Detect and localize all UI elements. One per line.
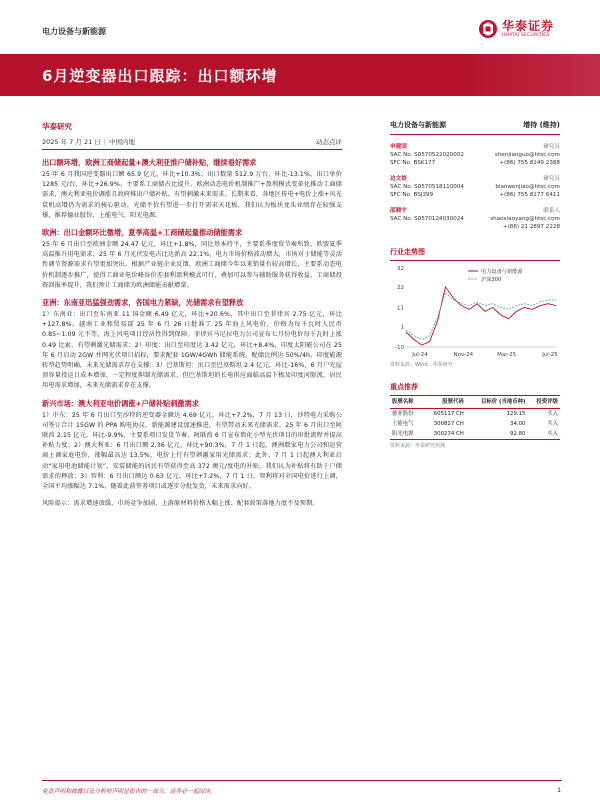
- stock-code: 300274 CH: [433, 430, 464, 437]
- report-type: 动态点评: [316, 138, 342, 146]
- analyst-email[interactable]: shaoxiaoyang@htsc.com: [490, 216, 560, 222]
- risk-paragraph: 风险提示：需求增速放缓、市场竞争加剧、上游原材料价格大幅上涨、配套政策落地力度不及预期。: [42, 500, 319, 508]
- x-tick-label: Nov-24: [453, 352, 474, 358]
- col-header: 股票名称: [392, 399, 414, 405]
- table-row: [390, 408, 560, 419]
- section-paragraph: 25 年 6 月我国逆变器出口额 65.9 亿元，环比+10.3%；出口数量 512.9 万台，环比-13.1%，出口单价 1285 元/台，环比+26.9%。主要系工商储占比提升。欧洲动态电价机制推广+盈利模式变革化推动工商储需求，澳大利亚电价调涨且政府推出户储补贴，有望刺激未来需求。长期来看，各地区传电+电价上涨+风光装机高增仍为需求的核心驱动，光储平价有望进一步打开需求天花板，我们认为板块龙头业绩存在较强支撑，推荐德业股份、上能电气、阳光电源。: [42, 171, 342, 219]
- section-heading: 出口额环增，欧洲工商储起量+澳大利亚推户储补贴，继续看好需求: [42, 158, 257, 167]
- title-band: [0, 54, 600, 96]
- target-price: 34.00: [510, 420, 526, 427]
- stock-rating: 买入: [547, 420, 558, 427]
- section-heading: 亚洲：东南亚迅猛强劲需求，各国电力紧缺，光储需求有望释放: [42, 298, 244, 308]
- analyst-name: 邵晓宇: [390, 208, 407, 214]
- recommend-table: [390, 398, 560, 440]
- page-edge: [0, 0, 6, 800]
- analyst-role: 研究员: [543, 144, 560, 150]
- analyst-block: [390, 175, 560, 199]
- stock-name: 上能电气: [392, 420, 414, 427]
- section-heading: 欧洲：出口金额环比微增，夏季高温+工商储起量推动储能需求: [42, 228, 243, 238]
- analyst-name: 申建国: [390, 144, 407, 150]
- y-tick-label: 22: [397, 284, 404, 291]
- col-header: 股票代码: [442, 399, 464, 405]
- col-header: 投资评级: [536, 399, 558, 405]
- date-region-line: 2025 年 7 月 21 日 | 中国内地: [42, 138, 135, 146]
- report-date: 2025 年 7 月 21 日: [42, 138, 101, 146]
- analyst-phone: +(86) 755 8249 2388: [499, 160, 560, 166]
- x-tick-label: Jul-25: [542, 352, 558, 358]
- section-paragraph: 25 年 6 月出口至欧洲金额 24.47 亿元，环比+1.8%，同比基本持平，主要系季度贸节奏所致。欧盟夏季高温推升用电需求，25 年 6 月光伏发电占比达新高 22.1%，电力市场价格波动增大，市场对于储能等灵活性调节资源需求有望更加突出。根据产业链企业反馈，欧洲工商储今年以来销量有较高增长，主要系动态电价机制逐步推广，使得工商业电价峰谷价差套利盈利模式可行，叠加可以参与辅助服务获得收益，工商储投资回报率提升，我们预计工商储为欧洲储能贡献增量。: [42, 241, 342, 289]
- page-header: [0, 0, 600, 48]
- section-asia: [42, 298, 342, 392]
- page-number: 1: [557, 786, 562, 794]
- report-region: 中国内地: [108, 138, 135, 146]
- sidebar: [390, 120, 560, 449]
- x-tick-label: Jul-24: [412, 352, 428, 358]
- y-tick-label: 1: [400, 324, 404, 331]
- analyst-block: [390, 207, 560, 231]
- title-band-accent: [460, 54, 600, 96]
- report-body: [42, 158, 342, 516]
- rating-header: [390, 120, 560, 135]
- stock-rating: 买入: [547, 410, 558, 417]
- analyst-sac: SAC No. S0570522020002: [390, 152, 464, 158]
- huatai-logo-icon: [478, 19, 498, 39]
- report-title: 6月逆变器出口跟踪：出口额环增: [42, 67, 278, 85]
- stock-code: 605117 CH: [433, 410, 464, 417]
- analyst-block: [390, 143, 560, 167]
- org-name: 华泰研究: [42, 122, 72, 131]
- section-paragraph: 1）东南亚：出口至东南亚 11 国金额 6.49 亿元，环比+20.6%，其中出口至菲律宾 2.75 亿元，环比+127.8%。越南工业和贸易部 25 年 6 月 26 日批准了 25 年海上风电价，价格为每千瓦时人民币 0.85~1.09 元不等，海上风电项目经济性得到保障。菲律宾马尼拉电力公司宣布七月份电价每千瓦时上涨 0.49 比索，有望刺激光储需求；2）印度：出口至印度达 3.42 亿元，环比+8.4%，印度太阳能公司在 25 年 6 月启动 2GW 并网光伏项目招标，要求配套 1GW/4GWh 储能系统，配储比例达 50%/4h，印度能源转型趋势明确，未来光储需求存在支撑；3）巴基斯坦：出口至巴基斯坦 2.4 亿元，环比-16%，6 月户光屋顶容量投运日成本增加，一定程度抑制光储需求，但巴基斯坦的长电供应面临高温下极及印度河限流，居民用电需求增加，未来光储需求存在支撑。: [42, 311, 342, 390]
- table-row: [390, 429, 560, 439]
- analyst-sac: SAC No. S0570124030024: [390, 216, 464, 222]
- table-row: [390, 419, 560, 429]
- target-price: 92.80: [510, 430, 526, 437]
- legend-label: 沪深300: [481, 277, 502, 283]
- target-price: 129.15: [506, 410, 526, 417]
- divider-left: [42, 149, 342, 150]
- industry-trend-chart: [390, 264, 560, 359]
- section-risk: [42, 499, 342, 509]
- logo-cn-text: 华泰证券: [502, 18, 555, 33]
- section-emerging: [42, 399, 342, 493]
- stock-name: 阳光电源: [392, 430, 414, 437]
- stock-name: 德业股份: [392, 410, 414, 417]
- analyst-phone: +(86) 755 8277 6411: [499, 192, 560, 198]
- legend-label: 电力设备与新能源: [481, 269, 523, 275]
- disclaimer-note: 免责声明和披露以及分析师声明是报告的一部分，请务必一起阅读。: [42, 789, 216, 795]
- analyst-sfc: SFC No. BSK177: [390, 160, 436, 166]
- footer-divider: [42, 780, 562, 781]
- rating-value: 增持 (维持): [523, 121, 560, 129]
- y-tick-label: -10: [395, 345, 404, 351]
- analyst-sac: SAC No. S0570518110004: [390, 184, 464, 190]
- sector-tag: 电力设备与新能源: [42, 27, 106, 36]
- section-europe: [42, 228, 342, 291]
- huatai-logo: [478, 18, 554, 40]
- series-line-1: [406, 293, 556, 340]
- recommend-source: 资料来源：华泰研究预测: [390, 443, 446, 449]
- col-header: 目标价 (当地币种): [480, 399, 526, 405]
- chart-source: 资料来源：Wind，华泰研究: [390, 362, 453, 368]
- analyst-role: 联系人: [543, 208, 560, 214]
- stock-code: 300827 CH: [433, 420, 464, 427]
- x-tick-label: Mar-25: [497, 352, 517, 358]
- analyst-email[interactable]: shenjianguo@htsc.com: [494, 152, 560, 158]
- section-heading: 新兴市场：澳大利亚电价调涨+户储补贴刺激需求: [42, 398, 199, 408]
- section-summary: [42, 158, 342, 221]
- analyst-sfc: SFC No. BSJ399: [390, 192, 434, 198]
- analyst-phone: +(86) 21 2897 2228: [502, 224, 560, 230]
- industry-chart: [390, 264, 560, 359]
- y-tick-label: 11: [397, 305, 404, 312]
- section-paragraph: 1）中东：25 年 6 月出口至沙特的逆变器金额达 4.69 亿元，环比+7.2%，7 月 13 日，沙特电力采购公司签订合计 15GW 的 PPA 购电协议，新能源建设加速推进，有望带动未来光储需求。25 年 6 月出口至阿联酋 2.15 亿元，环比-9.9%，主要系项目发货节奏，阿联酋 6 月宣布简化小型光伏项目的审批流程并提高补贴力度；2）澳大利亚：6 月出口额 2.36 亿元，环比+90.3%，7 月 1 日起，澳洲数家电力公司和运营商上调家庭电价，涨幅最高达 13.5%，电价上行有望刺激家用光储需求；此外，7 月 1 日起澳大利亚启动“家用电池储能计划”，安装储能的居民有望获得至高 372 澳元/度电的补贴，我们认为补贴将有助于户储需求的释放；3）智利：6 月出口额达 0.63 亿元，环比+7.2%，7 月 1 日，智利将对全国电价进行上调，全国平均涨幅达 7.1%，随着此前签署项目或逐步分批发货，未来需求向好。: [42, 411, 342, 491]
- rating-sector: 电力设备与新能源: [390, 121, 446, 129]
- recommend-title: 重点推荐: [390, 382, 560, 396]
- stock-rating: 买入: [547, 430, 558, 437]
- chart-section-title: 行业走势图: [390, 247, 560, 261]
- logo-en-text: HUATAI SECURITIES: [502, 32, 550, 38]
- analyst-role: 研究员: [543, 176, 560, 182]
- y-tick-label: 32: [397, 266, 404, 272]
- analyst-name: 边文姣: [390, 176, 407, 182]
- analyst-email[interactable]: bianwenjiao@htsc.com: [495, 184, 560, 190]
